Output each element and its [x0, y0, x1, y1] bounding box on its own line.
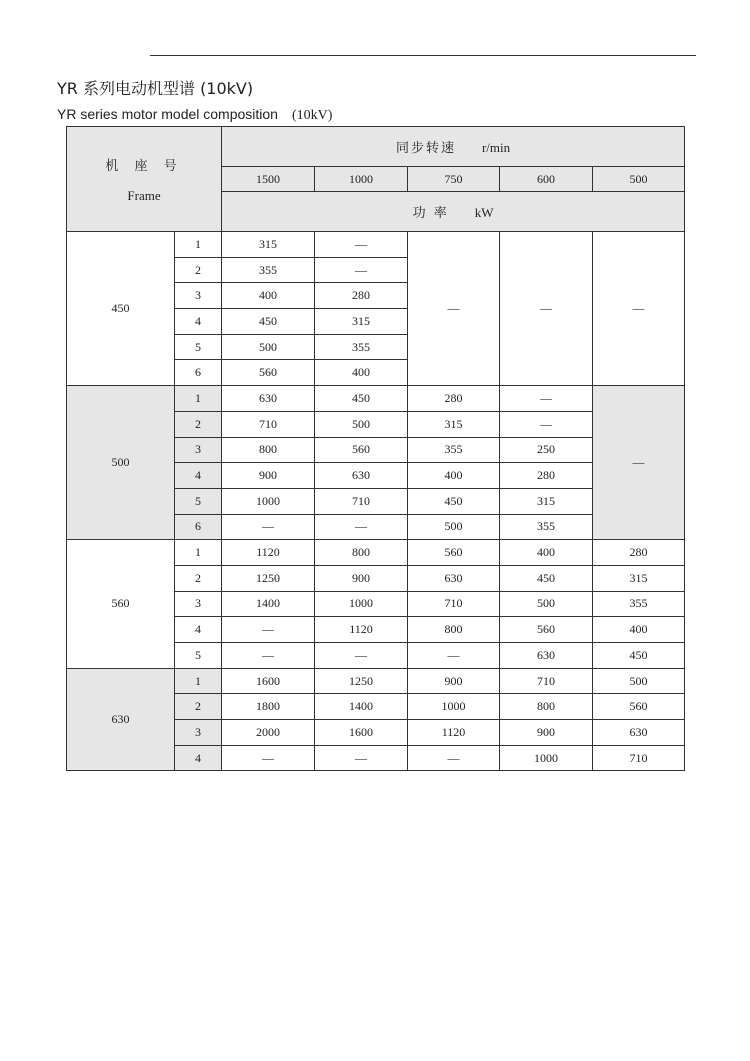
power-cell-750: 560 [408, 540, 500, 566]
power-cell-1000: 560 [315, 437, 408, 463]
power-cell-750: 315 [408, 411, 500, 437]
power-cell-750: 450 [408, 488, 500, 514]
speed-600: 600 [500, 167, 593, 192]
power-cell-750: 280 [408, 386, 500, 412]
power-cell-1500: 710 [222, 411, 315, 437]
power-cell-1000: 1000 [315, 591, 408, 617]
power-cell-1000: 900 [315, 565, 408, 591]
power-cell-500: 450 [593, 643, 685, 669]
power-cell-600: 280 [500, 463, 593, 489]
page-title-en-text: YR series motor model composition [57, 106, 278, 122]
row-number-cell: 2 [175, 565, 222, 591]
row-number-cell: 4 [175, 745, 222, 771]
page-title-cn: YR 系列电动机型谱 (10kV) [57, 79, 254, 98]
power-cell-600: 450 [500, 565, 593, 591]
power-cell-500: 280 [593, 540, 685, 566]
row-number-cell: 1 [175, 668, 222, 694]
merged-power-cell-750: — [408, 232, 500, 386]
power-cell-1500: 1400 [222, 591, 315, 617]
power-cell-600: 630 [500, 643, 593, 669]
power-cell-1500: 450 [222, 309, 315, 335]
power-cell-1000: 280 [315, 283, 408, 309]
power-cell-1500: 800 [222, 437, 315, 463]
frame-cell: 560 [67, 540, 175, 668]
power-cell-1500: — [222, 617, 315, 643]
power-cell-1000: 450 [315, 386, 408, 412]
power-cell-1000: 1120 [315, 617, 408, 643]
power-cell-600: — [500, 411, 593, 437]
power-cell-500: 355 [593, 591, 685, 617]
table-row [67, 668, 685, 694]
power-cell-500: 500 [593, 668, 685, 694]
table-row [67, 540, 685, 566]
power-cell-1000: 800 [315, 540, 408, 566]
power-cell-1500: — [222, 643, 315, 669]
power-cell-500: 400 [593, 617, 685, 643]
power-cell-600: 800 [500, 694, 593, 720]
row-number-cell: 3 [175, 591, 222, 617]
frame-cell: 450 [67, 232, 175, 386]
speed-500: 500 [593, 167, 685, 192]
row-number-cell: 4 [175, 463, 222, 489]
power-cell-600: 560 [500, 617, 593, 643]
power-cell-750: — [408, 745, 500, 771]
row-number-cell: 5 [175, 488, 222, 514]
power-cell-1500: 560 [222, 360, 315, 386]
power-cell-1500: 1120 [222, 540, 315, 566]
power-cell-1000: — [315, 745, 408, 771]
page-title-en-voltage: (10kV) [291, 108, 333, 123]
row-number-cell: 3 [175, 720, 222, 746]
power-cell-750: 900 [408, 668, 500, 694]
power-cell-1500: 1250 [222, 565, 315, 591]
power-cell-1500: 900 [222, 463, 315, 489]
power-cell-1000: — [315, 232, 408, 258]
power-cell-600: 1000 [500, 745, 593, 771]
power-cell-750: 400 [408, 463, 500, 489]
power-cell-750: 710 [408, 591, 500, 617]
speed-1500: 1500 [222, 167, 315, 192]
page-title-en [57, 106, 332, 124]
power-cell-750: — [408, 643, 500, 669]
frame-cell: 630 [67, 668, 175, 771]
table-row [67, 386, 685, 412]
speed-750: 750 [408, 167, 500, 192]
row-number-cell: 5 [175, 334, 222, 360]
row-number-cell: 2 [175, 257, 222, 283]
power-cell-750: 800 [408, 617, 500, 643]
row-number-cell: 4 [175, 617, 222, 643]
power-cell-1500: — [222, 514, 315, 540]
power-cell-1500: 355 [222, 257, 315, 283]
power-cell-1500: 500 [222, 334, 315, 360]
power-cell-1000: 400 [315, 360, 408, 386]
speed-1000: 1000 [315, 167, 408, 192]
frame-cell: 500 [67, 386, 175, 540]
power-cell-1000: 315 [315, 309, 408, 335]
table-row [67, 232, 685, 258]
power-cell-1000: 1400 [315, 694, 408, 720]
power-cell-750: 630 [408, 565, 500, 591]
frame-header [67, 127, 222, 232]
motor-model-table [66, 126, 685, 771]
power-cell-1500: 630 [222, 386, 315, 412]
power-cell-1500: 2000 [222, 720, 315, 746]
power-cell-1000: — [315, 257, 408, 283]
power-cell-600: 400 [500, 540, 593, 566]
power-header-unit: kW [474, 205, 494, 220]
power-cell-600: 355 [500, 514, 593, 540]
power-cell-600: 500 [500, 591, 593, 617]
row-number-cell: 1 [175, 232, 222, 258]
merged-power-cell-500: — [593, 386, 685, 540]
power-cell-500: 560 [593, 694, 685, 720]
power-cell-750: 1000 [408, 694, 500, 720]
row-number-cell: 4 [175, 309, 222, 335]
row-number-cell: 3 [175, 437, 222, 463]
power-cell-1500: 315 [222, 232, 315, 258]
power-cell-500: 710 [593, 745, 685, 771]
power-cell-1000: 630 [315, 463, 408, 489]
power-cell-1000: 355 [315, 334, 408, 360]
power-cell-1500: 1800 [222, 694, 315, 720]
frame-header-cn: 机 座 号 [105, 158, 183, 174]
power-cell-750: 500 [408, 514, 500, 540]
power-cell-1000: 1250 [315, 668, 408, 694]
power-cell-500: 630 [593, 720, 685, 746]
speed-header [222, 127, 685, 167]
row-number-cell: 6 [175, 360, 222, 386]
power-cell-750: 355 [408, 437, 500, 463]
power-cell-1500: 400 [222, 283, 315, 309]
power-header-label: 功 率 [412, 206, 449, 221]
row-number-cell: 6 [175, 514, 222, 540]
row-number-cell: 5 [175, 643, 222, 669]
row-number-cell: 2 [175, 411, 222, 437]
power-cell-600: 710 [500, 668, 593, 694]
power-cell-600: 315 [500, 488, 593, 514]
power-cell-1000: — [315, 514, 408, 540]
power-cell-1000: 1600 [315, 720, 408, 746]
power-cell-1000: — [315, 643, 408, 669]
power-cell-750: 1120 [408, 720, 500, 746]
merged-power-cell-500: — [593, 232, 685, 386]
speed-header-label: 同步转速 [395, 141, 456, 156]
row-number-cell: 2 [175, 694, 222, 720]
row-number-cell: 1 [175, 540, 222, 566]
power-cell-1000: 500 [315, 411, 408, 437]
power-cell-1500: — [222, 745, 315, 771]
power-cell-1000: 710 [315, 488, 408, 514]
power-cell-1500: 1000 [222, 488, 315, 514]
merged-power-cell-600: — [500, 232, 593, 386]
power-cell-600: — [500, 386, 593, 412]
top-rule [150, 55, 696, 56]
power-cell-1500: 1600 [222, 668, 315, 694]
row-number-cell: 1 [175, 386, 222, 412]
table-body [67, 232, 685, 771]
power-header [222, 192, 685, 232]
power-cell-500: 315 [593, 565, 685, 591]
speed-header-unit: r/min [481, 140, 511, 155]
power-cell-600: 900 [500, 720, 593, 746]
power-cell-600: 250 [500, 437, 593, 463]
frame-header-en: Frame [127, 187, 161, 203]
row-number-cell: 3 [175, 283, 222, 309]
